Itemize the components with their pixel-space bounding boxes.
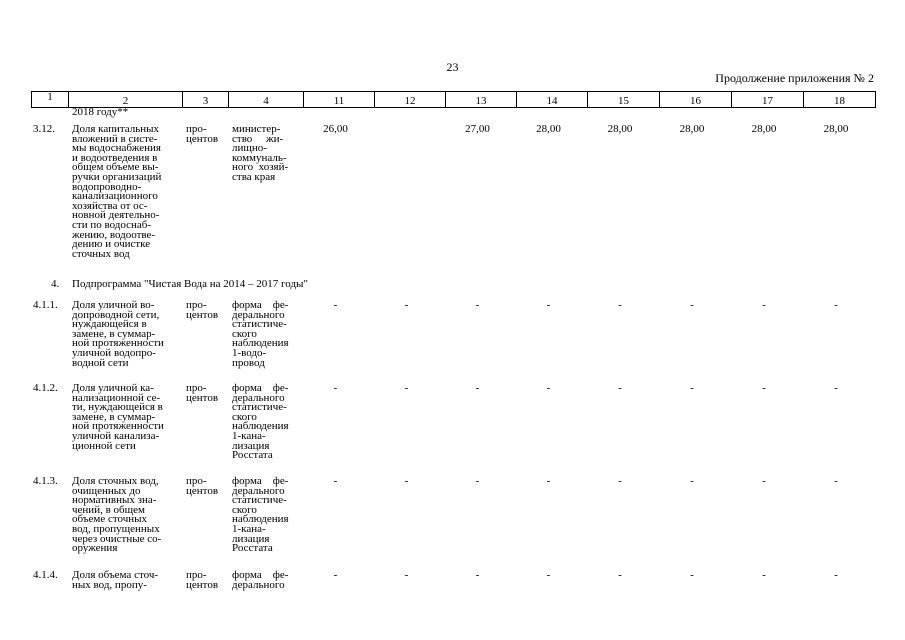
header-cell: 11: [304, 92, 375, 108]
value-cell: -: [475, 475, 480, 487]
header-cell: 13: [446, 92, 517, 108]
value-cell: 26,00: [323, 123, 348, 135]
value-cell: -: [834, 299, 838, 311]
value-cell: -: [762, 569, 766, 581]
data-source: форма фе- дерального статистиче- ского наблюдения 1-кана- лизация Росстата: [232, 382, 289, 462]
continuation-note: Продолжение приложения № 2: [715, 71, 874, 85]
unit: про- центов: [186, 382, 219, 404]
value-cell: -: [546, 299, 551, 311]
value-cell: -: [690, 569, 694, 581]
value-cell: -: [618, 569, 622, 581]
value-cell: 28,00: [679, 123, 705, 135]
header-row: [32, 92, 876, 108]
value-cell: 28,00: [607, 123, 633, 135]
value-cell: -: [333, 569, 338, 581]
indicator-name: Доля уличной во- допроводной сети, нуждающейся в замене, в суммар- ной протяженности уличной водопро- водной сети: [72, 299, 164, 369]
row-number: 4.1.2.: [33, 382, 58, 394]
value-cell: -: [834, 569, 838, 581]
value-cell: 27,00: [465, 123, 490, 135]
value-cell: -: [618, 475, 622, 487]
value-cell: -: [546, 475, 551, 487]
row-number: 4.1.4.: [33, 569, 58, 581]
header-cell: 18: [804, 92, 876, 108]
data-source: форма фе- дерального: [232, 569, 289, 591]
value-cell: -: [834, 382, 838, 394]
value-cell: -: [762, 382, 766, 394]
header-cell: 4: [229, 92, 304, 108]
value-cell: -: [618, 382, 622, 394]
row-number: 4.1.1.: [33, 299, 58, 311]
indicator-name: Доля сточных вод, очищенных до нормативных зна- чений, в общем объеме сточных вод, пропущенных через очистные со- оружения: [72, 475, 162, 555]
value-cell: -: [834, 475, 838, 487]
unit: про- центов: [186, 299, 219, 321]
header-cell: 2: [69, 92, 183, 108]
header-cell: 1: [32, 92, 69, 108]
header-cell: 3: [183, 92, 229, 108]
column-header-table: [31, 91, 876, 108]
value-cell: -: [404, 382, 409, 394]
value-cell: -: [762, 299, 766, 311]
value-cell: -: [762, 475, 766, 487]
header-cell: 15: [588, 92, 660, 108]
subprogram-number: 4.: [51, 278, 60, 290]
subprogram-title: Подпрограмма "Чистая Вода на 2014 – 2017 годы": [72, 278, 308, 290]
value-cell: -: [333, 299, 338, 311]
indicator-name: Доля объема сточ- ных вод, пропу-: [72, 569, 159, 591]
header-cell: 17: [732, 92, 804, 108]
header-cell: 16: [660, 92, 732, 108]
value-cell: -: [333, 382, 338, 394]
value-cell: -: [618, 299, 622, 311]
indicator-name: Доля капитальных вложений в систе- мы водоснабжения и водоотведения в общем объеме вы- ручки организаций водопроводно- канализационного хозяйства от ос- новной деятельно- сти по водоснаб- жению, водоотве- дению и очистке сточных вод: [72, 123, 162, 260]
value-cell: -: [333, 475, 338, 487]
value-cell: -: [475, 299, 480, 311]
unit: про- центов: [186, 569, 219, 591]
page-number: 23: [446, 60, 459, 74]
value-cell: -: [404, 475, 409, 487]
row-number: 4.1.3.: [33, 475, 58, 487]
value-cell: -: [404, 569, 409, 581]
value-cell: -: [690, 299, 694, 311]
carryover-text: 2018 году**: [72, 106, 129, 118]
header-cell: 12: [375, 92, 446, 108]
data-source: форма фе- дерального статистиче- ского наблюдения 1-кана- лизация Росстата: [232, 475, 289, 555]
data-source: министер- ство жи- лищно- коммуналь- ного хозяй- ства края: [232, 123, 289, 183]
unit: про- центов: [186, 123, 219, 145]
value-cell: 28,00: [823, 123, 849, 135]
row-number: 3.12.: [33, 123, 55, 135]
value-cell: 28,00: [751, 123, 777, 135]
value-cell: -: [546, 382, 551, 394]
data-source: форма фе- дерального статистиче- ского наблюдения 1-водо- провод: [232, 299, 289, 369]
value-cell: -: [475, 382, 480, 394]
value-cell: 28,00: [536, 123, 561, 135]
header-cell: 14: [517, 92, 588, 108]
value-cell: -: [475, 569, 480, 581]
value-cell: -: [546, 569, 551, 581]
value-cell: -: [690, 475, 694, 487]
value-cell: -: [690, 382, 694, 394]
value-cell: -: [404, 299, 409, 311]
unit: про- центов: [186, 475, 219, 497]
indicator-name: Доля уличной ка- нализационной се- ти, нуждающейся в замене, в суммар- ной протяженности уличной канализа- ционной сети: [72, 382, 164, 452]
